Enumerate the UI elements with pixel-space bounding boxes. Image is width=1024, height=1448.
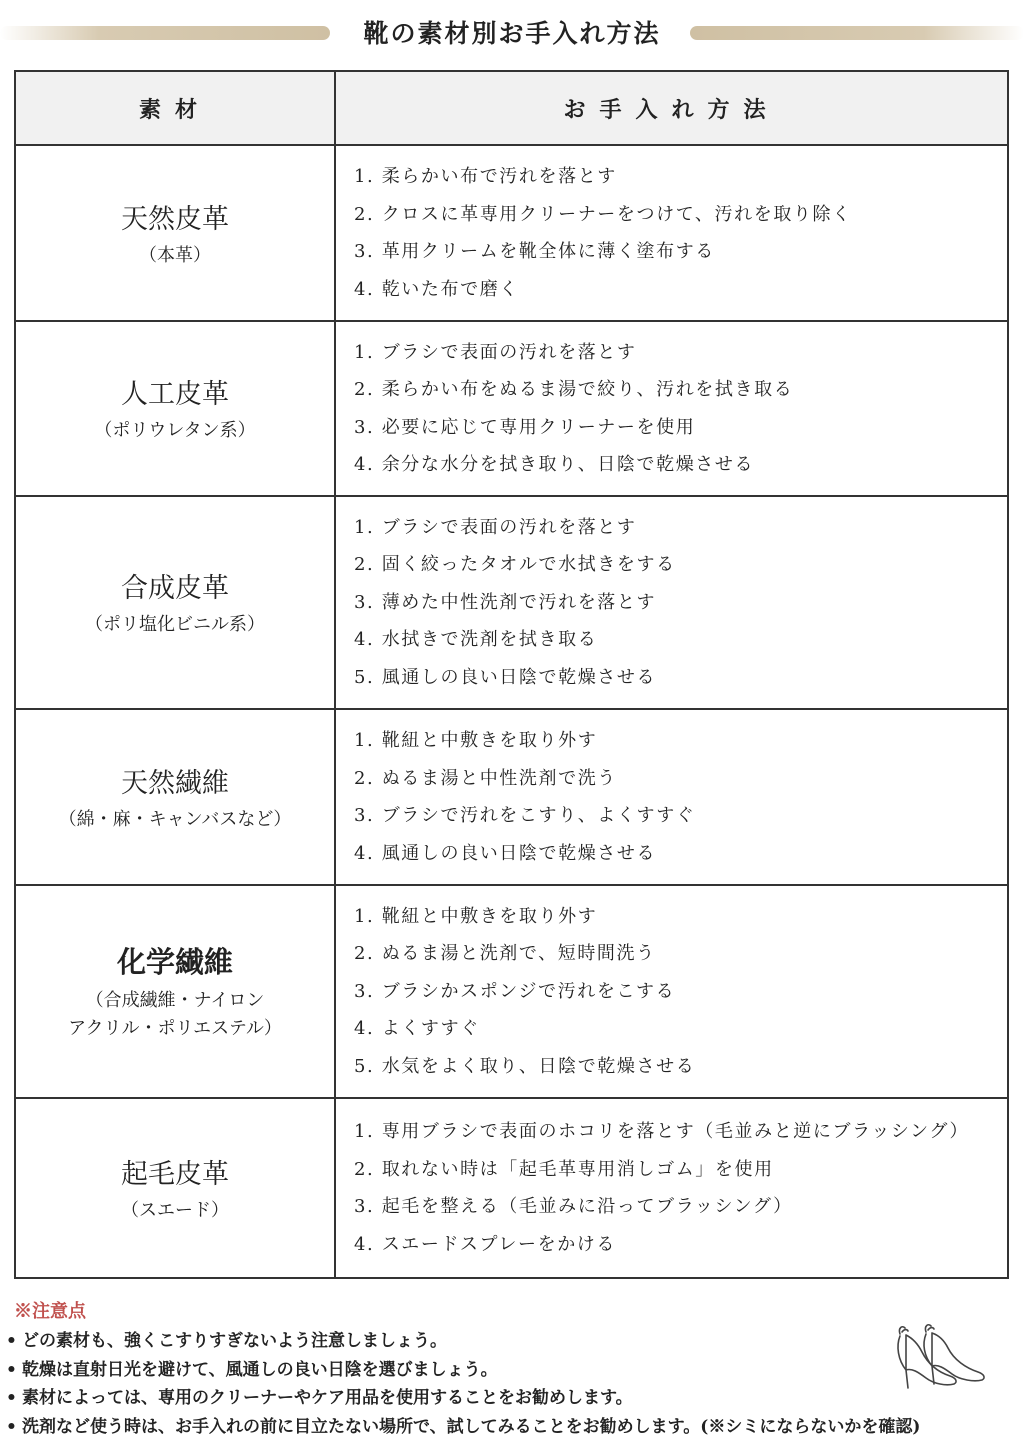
steps-cell	[335, 709, 1008, 885]
steps-cell	[335, 1098, 1008, 1278]
step-item: 4. 水拭きで洗剤を拭き取る	[354, 629, 598, 651]
material-cell	[15, 885, 335, 1098]
step-item: 2. 柔らかい布をぬるま湯で絞り、汚れを拭き取る	[354, 379, 794, 400]
header-method: お手入れ方法	[335, 71, 1008, 145]
material-cell	[15, 709, 335, 885]
step-item: 1. 専用ブラシで表面のホコリを落とす（毛並みと逆にブラッシング）	[354, 1121, 970, 1142]
bullet-icon: •	[6, 1359, 17, 1380]
material-sub: （ポリウレタン系）	[94, 420, 256, 441]
note-text: 洗剤など使う時は、お手入れの前に目立たない場所で、試してみることをお勧めします。(※シミにならないかを確認)	[22, 1416, 921, 1437]
step-item: 3. 起毛を整える（毛並みに沿ってブラッシング）	[354, 1196, 793, 1217]
material-sub: （綿・麻・キャンバスなど）	[58, 808, 292, 830]
step-item: 1. ブラシで表面の汚れを落とす	[354, 516, 637, 538]
step-item: 2. ぬるま湯と中性洗剤で洗う	[354, 767, 617, 789]
note-text: どの素材も、強くこすりすぎないよう注意しましょう。	[22, 1331, 447, 1351]
step-item: 4. 乾いた布で磨く	[354, 278, 519, 300]
material-cell	[15, 1098, 335, 1278]
care-table	[14, 70, 1009, 1279]
note-text: 素材によっては、専用のクリーナーやケア用品を使用することをお勧めします。	[22, 1388, 633, 1408]
steps-cell	[335, 321, 1008, 496]
material-sub: （スエード）	[121, 1199, 229, 1221]
table-row	[15, 145, 1008, 321]
material-name: 起毛皮革	[121, 1158, 229, 1190]
table-row	[15, 709, 1008, 885]
notes-title: ※注意点	[14, 1301, 86, 1322]
step-item: 3. 薄めた中性洗剤で汚れを落とす	[354, 591, 657, 613]
table-row	[15, 321, 1008, 496]
table-row	[15, 1098, 1008, 1278]
note-item	[6, 1413, 1018, 1442]
material-name: 天然繊維	[121, 767, 229, 799]
step-item: 4. 風通しの良い日陰で乾燥させる	[354, 842, 657, 864]
step-item: 3. 革用クリームを靴全体に薄く塗布する	[354, 241, 715, 262]
step-item: 5. 水気をよく取り、日陰で乾燥させる	[354, 1055, 696, 1077]
material-sub: （本革）	[139, 244, 211, 266]
step-item: 4. 余分な水分を拭き取り、日陰で乾燥させる	[354, 454, 755, 475]
steps-cell	[335, 885, 1008, 1098]
material-name: 合成皮革	[121, 573, 229, 604]
material-sub: アクリル・ポリエステル）	[68, 1018, 282, 1039]
material-name: 人工皮革	[121, 379, 229, 410]
bullet-icon: •	[6, 1331, 17, 1351]
table-row	[15, 885, 1008, 1098]
title-banner	[0, 0, 1024, 70]
steps-cell	[335, 496, 1008, 709]
high-heel-shoes-icon	[888, 1322, 993, 1397]
steps-cell	[335, 145, 1008, 321]
step-item: 1. 靴紐と中敷きを取り外す	[354, 905, 598, 927]
header-material: 素材	[15, 71, 335, 145]
page-title: 靴の素材別お手入れ方法	[363, 19, 661, 48]
material-name: 化学繊維	[116, 945, 233, 979]
material-sub: （ポリ塩化ビニル系）	[85, 614, 265, 635]
bullet-icon: •	[6, 1416, 17, 1437]
notes-section	[6, 1297, 1018, 1441]
step-item: 3. ブラシかスポンジで汚れをこする	[354, 980, 676, 1002]
note-text: 乾燥は直射日光を避けて、風通しの良い日陰を選びましょう。	[22, 1359, 498, 1380]
step-item: 1. 柔らかい布で汚れを落とす	[354, 166, 617, 187]
step-item: 5. 風通しの良い日陰で乾燥させる	[354, 666, 657, 688]
note-item	[6, 1384, 1018, 1413]
step-item: 3. ブラシで汚れをこすり、よくすすぐ	[354, 805, 696, 826]
material-cell	[15, 496, 335, 709]
note-item	[6, 1327, 1018, 1356]
step-item: 2. 固く絞ったタオルで水拭きをする	[354, 554, 676, 576]
bullet-icon: •	[6, 1388, 17, 1408]
step-item: 1. ブラシで表面の汚れを落とす	[354, 341, 637, 363]
step-item: 4. よくすすぐ	[354, 1018, 480, 1040]
step-item: 2. 取れない時は「起毛革専用消しゴム」を使用	[354, 1158, 774, 1180]
note-item	[6, 1356, 1018, 1385]
step-item: 4. スエードスプレーをかける	[354, 1233, 616, 1255]
step-item: 3. 必要に応じて専用クリーナーを使用	[354, 416, 696, 438]
material-name: 天然皮革	[121, 203, 229, 235]
material-cell	[15, 145, 335, 321]
step-item: 2. ぬるま湯と洗剤で、短時間洗う	[354, 943, 656, 965]
step-item: 2. クロスに革専用クリーナーをつけて、汚れを取り除く	[354, 203, 852, 225]
table-header-row	[15, 71, 1008, 145]
material-sub: （合成繊維・ナイロン	[85, 990, 265, 1011]
notes-list	[6, 1327, 1018, 1441]
table-row	[15, 496, 1008, 709]
step-item: 1. 靴紐と中敷きを取り外す	[354, 730, 598, 751]
material-cell	[15, 321, 335, 496]
